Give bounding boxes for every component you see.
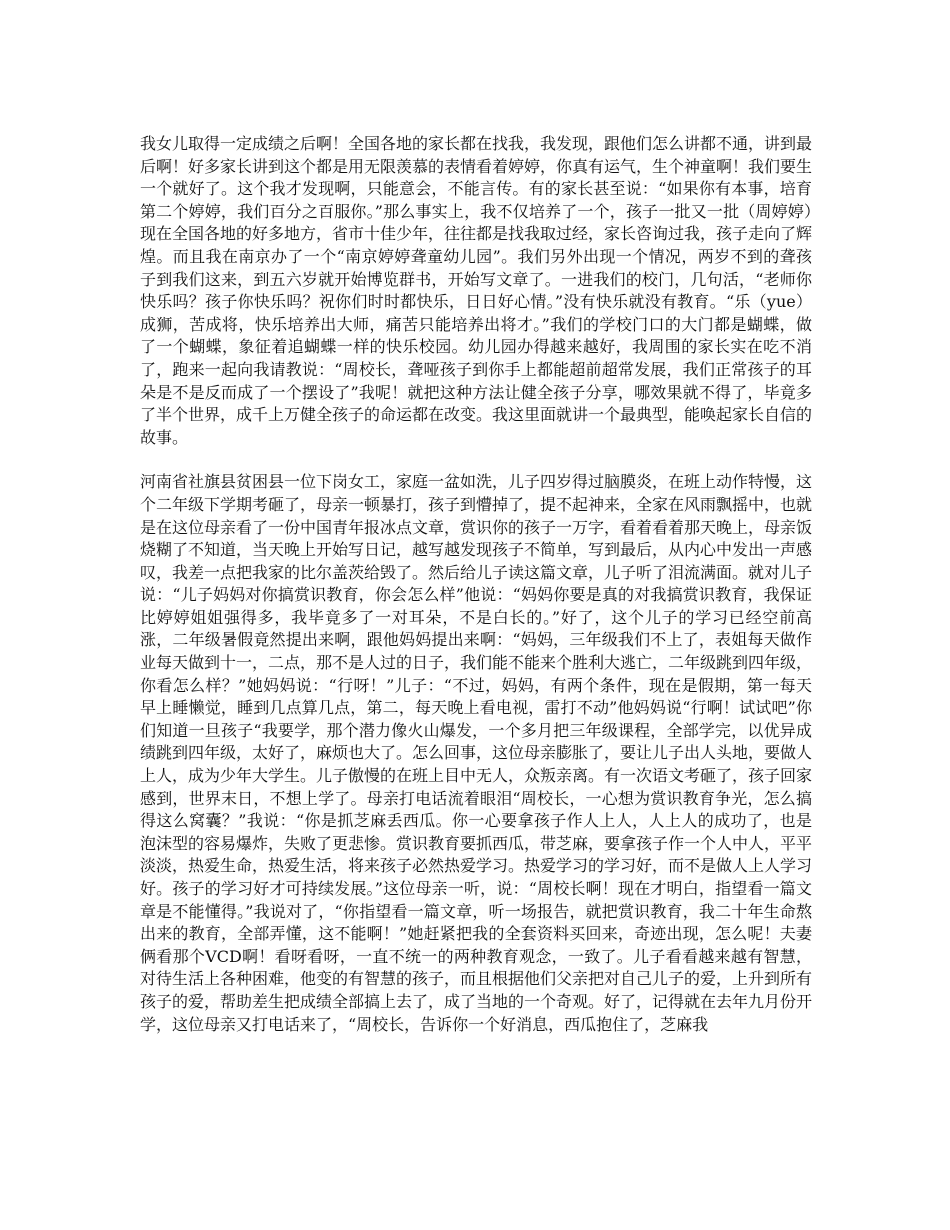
document-page — [140, 133, 812, 1036]
paragraph-1: 我女儿取得一定成绩之后啊！全国各地的家长都在找我，我发现，跟他们怎么讲都不通，讲到最后啊！好多家长讲到这个都是用无限羡慕的表情看着婷婷，你真有运气，生个神童啊！我们要生一个就好了。这个我才发现啊，只能意会，不能言传。有的家长甚至说：“如果你有本事，培育第二个婷婷，我们百分之百服你。”那么事实上，我不仅培养了一个，孩子一批又一批（周婷婷）现在全国各地的好多地方，省市十佳少年，往往都是找我取过经，家长咨询过我，孩子走向了辉煌。而且我在南京办了一个“南京婷婷聋童幼儿园”。我们另外出现一个情况，两岁不到的聋孩子到我们这来，到五六岁就开始博览群书，开始写文章了。一进我们的校门，几句活，“老师你快乐吗？孩子你快乐吗？祝你们时时都快乐，日日好心情。”没有快乐就没有教育。“乐（yue）成狮，苦成将，快乐培养出大师，痛苦只能培养出将才。”我们的学校门口的大门都是蝴蝶，做了一个蝴蝶，象征着追蝴蝶一样的快乐校园。幼儿园办得越来越好，我周围的家长实在吃不消了，跑来一起向我请教说：“周校长，聋哑孩子到你手上都能超前超常发展，我们正常孩子的耳朵是不是反而成了一个摆设了”我呢！就把这种方法让健全孩子分享，哪效果就不得了，毕竟多了半个世界，成千上万健全孩子的命运都在改变。我这里面就讲一个最典型，能唤起家长自信的故事。 — [140, 134, 813, 447]
paragraph-2: 河南省社旗县贫困县一位下岗女工，家庭一盆如洗，儿子四岁得过脑膜炎，在班上动作特慢，这个二年级下学期考砸了，母亲一顿暴打，孩子到懵掉了，提不起神来，全家在风雨飘摇中，也就是在这位母亲看了一份中国青年报冰点文章，赏识你的孩子一万字，看着看着那天晚上，母亲饭烧糊了不知道，当天晚上开始写日记，越写越发现孩子不简单，写到最后，从内心中发出一声感叹，我差一点把我家的比尔盖茨给毁了。然后给儿子读这篇文章，儿子听了泪流满面。就对儿子说：“儿子妈妈对你搞赏识教育，你会怎么样”他说：“妈妈你要是真的对我搞赏识教育，我保证比婷婷姐姐强得多，我毕竟多了一对耳朵，不是白长的。”好了，这个儿子的学习已经空前高涨，二年级暑假竟然提出来啊，跟他妈妈提出来啊：“妈妈，三年级我们不上了，表姐每天做作业每天做到十一，二点，那不是人过的日子，我们能不能来个胜利大逃亡，二年级跳到四年级，你看怎么样？”她妈妈说：“行呀！”儿子：“不过，妈妈，有两个条件，现在是假期，第一每天早上睡懒觉，睡到几点算几点，第二，每天晚上看电视，雷打不动”他妈妈说“行啊！试试吧”你们知道一旦孩子“我要学，那个潜力像火山爆发，一个多月把三年级课程，全部学完，以优异成绩跳到四年级，太好了，麻烦也大了。怎么回事，这位母亲膨胀了，要让儿子出人头地，要做人上人，成为少年大学生。儿子傲慢的在班上目中无人，众叛亲离。有一次语文考砸了，孩子回家感到，世界末日，不想上学了。母亲打电话流着眼泪“周校长，一心想为赏识教育争光，怎么搞得这么窝囊？”我说：“你是抓芝麻丢西瓜。你一心要拿孩子作人上人，人上人的成功了，也是泡沫型的容易爆炸，失败了更悲惨。赏识教育要抓西瓜，带芝麻，要拿孩子作一个人中人，平平淡淡，热爱生命，热爱生活，将来孩子必然热爱学习。热爱学习的学习好，而不是做人上人学习好。孩子的学习好才可持续发展。”这位母亲一听，说：“周校长啊！现在才明白，指望看一篇文章是不能懂得。”我说对了，“你指望看一篇文章，听一场报告，就把赏识教育，我二十年生命熬出来的教育，全部弄懂，这不能啊！”她赶紧把我的全套资料买回来，奇迹出现，怎么呢！夫妻俩看那个VCD啊！看呀看呀，一直不统一的两种教育观念，一致了。儿子看看越来越有智慧，对待生活上各种困难，他变的有智慧的孩子，而且根据他们父亲把对自己儿子的爱，上升到所有孩子的爱，帮助差生把成绩全部搞上去了，成了当地的一个奇观。好了，记得就在去年九月份开学，这位母亲又打电话来了，“周校长，告诉你一个好消息，西瓜抱住了，芝麻我 — [140, 472, 813, 1034]
